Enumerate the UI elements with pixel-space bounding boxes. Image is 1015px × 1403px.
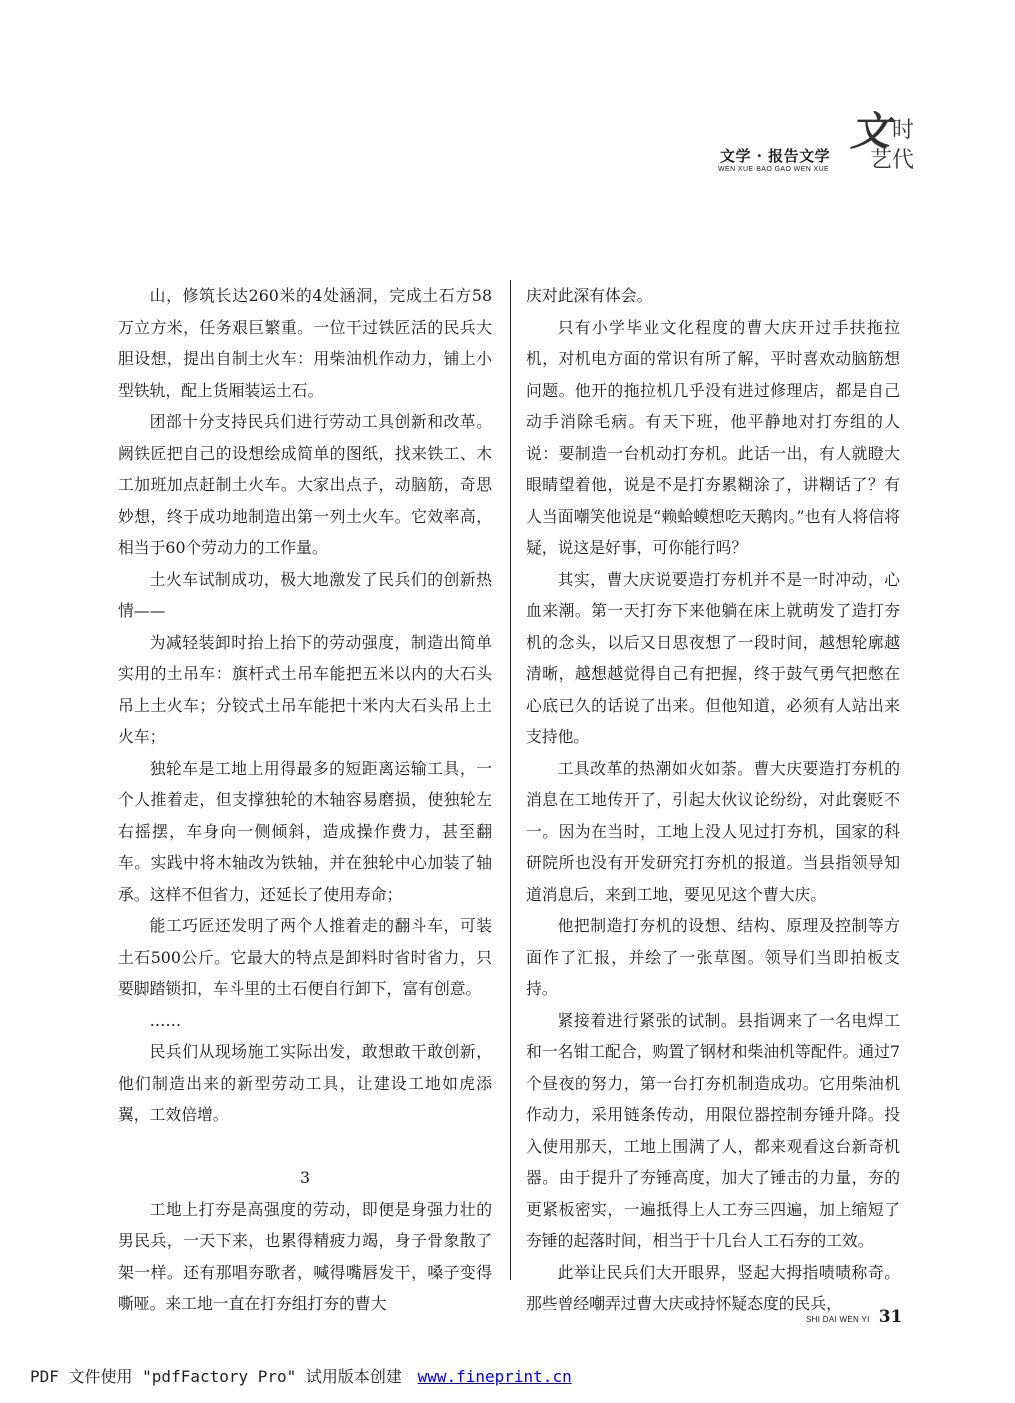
section-title: 文学 · 报告文学 bbox=[720, 147, 831, 165]
section-header bbox=[712, 110, 922, 180]
logo-char-yidai: 艺代 bbox=[870, 148, 915, 173]
paragraph: 为减轻装卸时抬上抬下的劳动强度，制造出简单实用的土吊车：旗杆式土吊车能把五米以内的大石头吊上土火车；分铰式土吊车能把十米内大石头吊上土火车； bbox=[118, 632, 492, 746]
magazine-logo bbox=[850, 110, 924, 178]
paragraph: 庆对此深有体会。 bbox=[526, 286, 653, 305]
paragraph: 山，修筑长达260米的4处涵洞，完成土石方58万立方米，任务艰巨繁重。一位干过铁匠活的民兵大胆设想，提出自制土火车：用柴油机作动力，铺上小型铁轨，配上货厢装运土石。 bbox=[118, 286, 492, 400]
magazine-name-en: SHI DAI WEN YI bbox=[806, 1315, 870, 1324]
paragraph: 独轮车是工地上用得最多的短距离运输工具，一个人推着走，但支撑独轮的木轴容易磨损，使独轮左右摇摆，车身向一侧倾斜，造成操作费力，甚至翻车。实践中将木轴改为铁轴，并在独轮中心加装了轴承。这样不但省力，还延长了使用寿命； bbox=[118, 758, 492, 904]
paragraph: 他把制造打夯机的设想、结构、原理及控制等方面作了汇报，并绘了一张草图。领导们当即拍板支持。 bbox=[526, 916, 900, 998]
paragraph: 工地上打夯是高强度的劳动，即便是身强力壮的男民兵，一天下来，也累得精疲力竭，身子骨象散了架一样。还有那唱夯歌者，喊得嘴唇发干，嗓子变得嘶哑。来工地一直在打夯组打夯的曹大 bbox=[118, 1199, 492, 1313]
column-divider bbox=[510, 280, 511, 1280]
section-number: 3 bbox=[299, 1168, 311, 1187]
paragraph: 紧接着进行紧张的试制。县指调来了一名电焊工和一名钳工配合，购置了钢材和柴油机等配件。通过7个昼夜的努力，第一台打夯机制造成功。它用柴油机作动力，采用链条传动，用限位器控制夯锤升降。投入使用那天，工地上围满了人，都来观看这台新奇机器。由于提升了夯锤高度，加大了锤击的力量，夯的更紧板密实，一遍抵得上人工夯三四遍，加上缩短了夯锤的起落时间，相当于十几台人工石夯的工效。 bbox=[526, 1010, 900, 1250]
pdf-watermark bbox=[30, 1364, 572, 1387]
watermark-link[interactable]: www.fineprint.cn bbox=[417, 1367, 572, 1386]
section-title-en: WEN XUE·BAO GAO WEN XUE bbox=[718, 166, 830, 173]
right-column bbox=[526, 280, 900, 1320]
paragraph: 能工巧匠还发明了两个人推着走的翻斗车，可装土石500公斤。它最大的特点是卸料时省时省力，只要脚踏锁扣，车斗里的土石便自行卸下，富有创意。 bbox=[118, 916, 492, 998]
paragraph: 只有小学毕业文化程度的曹大庆开过手扶拖拉机，对机电方面的常识有所了解，平时喜欢动脑筋想问题。他开的拖拉机几乎没有进过修理店，都是自己动手消除毛病。有天下班，他平静地对打夯组的人说：要制造一台机动打夯机。此话一出，有人就瞪大眼睛望着他，说是不是打夯累糊涂了，讲糊话了？有人当面嘲笑他说是“赖蛤蟆想吃天鹅肉。”也有人将信将疑，说这是好事，可你能行吗？ bbox=[526, 317, 900, 557]
left-column bbox=[118, 280, 492, 1320]
logo-char-shi: 时 bbox=[892, 118, 915, 143]
watermark-text: PDF 文件使用 "pdfFactory Pro" 试用版本创建 bbox=[30, 1367, 402, 1386]
page-footer bbox=[806, 1307, 902, 1327]
page-number: 31 bbox=[878, 1307, 903, 1327]
paragraph: 土火车试制成功，极大地激发了民兵们的创新热情—— bbox=[118, 569, 492, 620]
paragraph: 此举让民兵们大开眼界，竖起大拇指啧啧称奇。那些曾经嘲弄过曹大庆或持怀疑态度的民兵， bbox=[526, 1262, 900, 1313]
paragraph: 民兵们从现场施工实际出发，敢想敢干敢创新，他们制造出来的新型劳动工具，让建设工地如虎添翼，工效倍增。 bbox=[118, 1042, 492, 1124]
paragraph: 团部十分支持民兵们进行劳动工具创新和改革。阙铁匠把自己的设想绘成简单的图纸，找来铁工、木工加班加点赶制土火车。大家出点子，动脑筋，奇思妙想，终于成功地制造出第一列土火车。它效率高，相当于60个劳动力的工作量。 bbox=[118, 412, 492, 557]
paragraph: 其实，曹大庆说要造打夯机并不是一时冲动，心血来潮。第一天打夯下来他躺在床上就萌发了造打夯机的念头，以后又日思夜想了一段时间，越想轮廓越清晰，越想越觉得自己有把握，终于鼓气勇气把憋在心底已久的话说了出来。但他知道，必须有人站出来支持他。 bbox=[526, 569, 900, 746]
paragraph: …… bbox=[149, 1010, 182, 1030]
paragraph: 工具改革的热潮如火如荼。曹大庆要造打夯机的消息在工地传开了，引起大伙议论纷纷，对此褒贬不一。因为在当时，工地上没人见过打夯机，国家的科研院所也没有开发研究打夯机的报道。当县指领导知道消息后，来到工地，要见见这个曹大庆。 bbox=[526, 758, 900, 904]
logo-char-wen: 文 bbox=[850, 108, 890, 155]
